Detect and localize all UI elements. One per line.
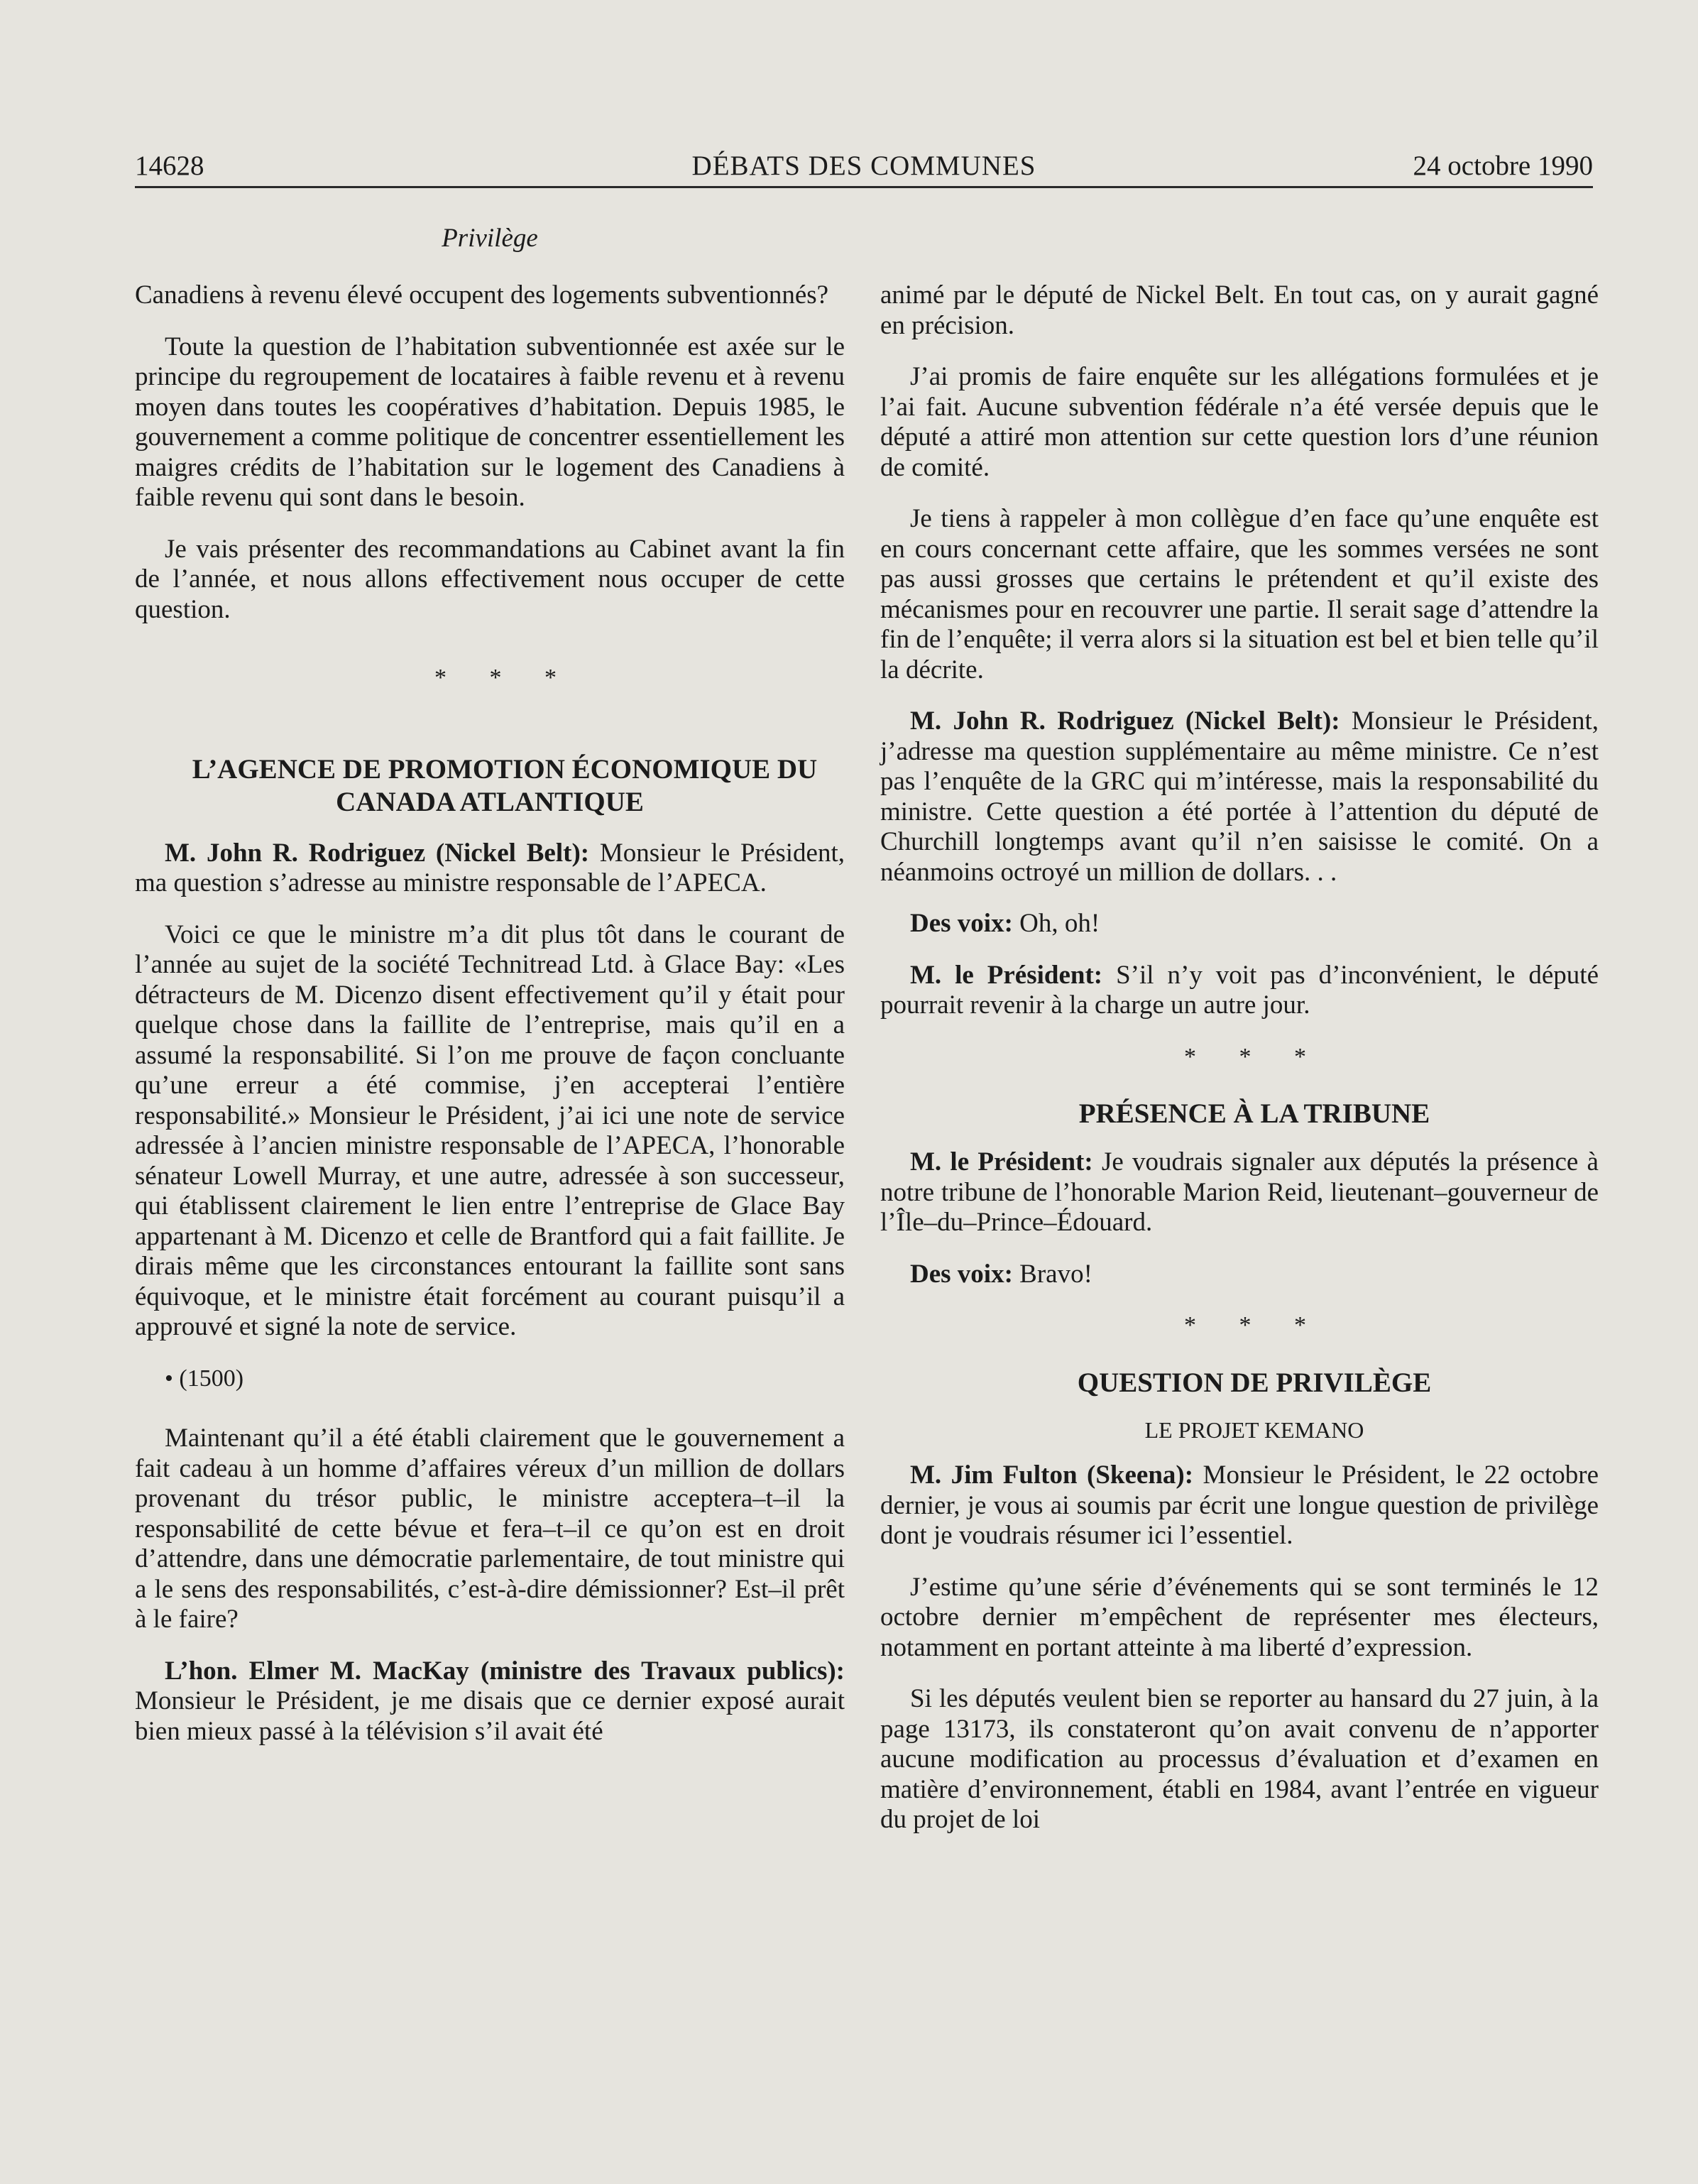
speech-text: Je voudrais signaler aux députés la présence à notre tribune de l’honorable Marion Reid, lieutenant–gouverneur de l’Île–du–Prince–Édouard. — [880, 1147, 1599, 1237]
time-marker: • (1500) — [165, 1365, 244, 1392]
paragraph: Je tiens à rappeler à mon collègue d’en face qu’une enquête est en cours concernant cette affaire, que les sommes versées ne sont pas aussi grosses que certains le prétendent et qu’il existe des mécanismes pour en recouvrer une partie. Il serait sage d’attendre la fin de l’enquête; il verra alors si la situation est bel et bien telle qu’il la décrite. — [880, 504, 1599, 684]
speaker-name: Des voix: — [910, 1259, 1013, 1289]
paragraph: J’ai promis de faire enquête sur les allégations formulées et je l’ai fait. Aucune subvention fédérale n’a été versée depuis que le député a attiré mon attention sur cette question lors d’une réunion de comité. — [880, 362, 1599, 482]
publication-date: 24 octobre 1990 — [1413, 151, 1593, 181]
speech-paragraph — [880, 1147, 1599, 1238]
speech-paragraph — [880, 909, 1599, 939]
speech-text: Monsieur le Président, je me disais que ce dernier exposé aurait bien mieux passé à la télévision s’il avait été — [135, 1686, 845, 1746]
section-separator: * * * — [1184, 1312, 1325, 1338]
section-separator: * * * — [1184, 1043, 1325, 1070]
speech-paragraph — [880, 706, 1599, 888]
paragraph: animé par le député de Nickel Belt. En tout cas, on y aurait gagné en précision. — [880, 280, 1599, 340]
speaker-name: L’hon. Elmer M. MacKay (ministre des Travaux publics): — [165, 1656, 845, 1686]
speaker-name: M. le Président: — [910, 1147, 1093, 1176]
speaker-name: M. John R. Rodriguez (Nickel Belt): — [910, 706, 1340, 736]
speech-text: S’il n’y voit pas d’inconvénient, le député pourrait revenir à la charge un autre jour. — [880, 960, 1599, 1020]
speaker-name: Des voix: — [910, 909, 1013, 938]
speech-paragraph — [135, 1656, 845, 1747]
speech-paragraph — [880, 961, 1599, 1021]
section-heading: L’AGENCE DE PROMOTION ÉCONOMIQUE DU CANADA ATLANTIQUE — [192, 753, 818, 817]
speech-text: Bravo! — [1012, 1259, 1092, 1289]
section-subheading: LE PROJET KEMANO — [1144, 1416, 1364, 1443]
section-title: Privilège — [442, 224, 538, 253]
section-heading: PRÉSENCE À LA TRIBUNE — [1078, 1098, 1430, 1129]
section-heading: QUESTION DE PRIVILÈGE — [1077, 1367, 1432, 1398]
speech-text: Monsieur le Président, j’adresse ma question supplémentaire au même ministre. Ce n’est pas l’enquête de la GRC qui m’intéresse, mais la responsabilité du ministre. Cette question a été portée à l’attention du député de Churchill longtemps avant qu’il n’en saisisse le comité. On a néanmoins octroyé un million de dollars. . . — [880, 706, 1599, 887]
paragraph: Je vais présenter des recommandations au Cabinet avant la fin de l’année, et nous allons effectivement nous occuper de cette question. — [135, 534, 845, 624]
speech-paragraph — [880, 1260, 1599, 1290]
page-header — [135, 146, 1593, 188]
paragraph: Voici ce que le ministre m’a dit plus tôt dans le courant de l’année au sujet de la société Technitread Ltd. à Glace Bay: «Les détracteurs de M. Dicenzo disent effectivement qu’il y était pour quelque chose dans la faillite de l’entreprise, mais qu’il en a assumé la responsabilité. Si l’on me prouve de façon concluante qu’une erreur a été commise, j’en accepterai l’entière responsabilité.» Monsieur le Président, j’ai ici une note de service adressée à l’ancien ministre responsable de l’APECA, l’honorable sénateur Lowell Murray, et une autre, adressée à son successeur, qui établissent clairement le lien entre l’entreprise de Glace Bay appartenant à M. Dicenzo et celle de Brantford qui a fait faillite. Je dirais même que les circonstances entourant la faillite sont sans équivoque, et le ministre était forcément au courant puisqu’il a approuvé et signé la note de service. — [135, 919, 845, 1341]
speech-text: Monsieur le Président, ma question s’adresse au ministre responsable de l’APECA. — [135, 838, 845, 897]
speech-text: Monsieur le Président, le 22 octobre dernier, je vous ai soumis par écrit une longue question de privilège dont je voudrais résumer ici l’essentiel. — [880, 1460, 1599, 1550]
paragraph: Canadiens à revenu élevé occupent des logements subventionnés? — [135, 280, 829, 310]
page-number: 14628 — [135, 151, 204, 181]
speech-paragraph — [880, 1460, 1599, 1551]
publication-title: DÉBATS DES COMMUNES — [691, 151, 1036, 181]
paragraph: J’estime qu’une série d’événements qui se sont terminés le 12 octobre dernier m’empêchent de représenter mes électeurs, notamment en portant atteinte à ma liberté d’expression. — [880, 1572, 1599, 1662]
left-column — [135, 280, 845, 1768]
speaker-name: M. le Président: — [910, 960, 1103, 990]
paragraph: Si les députés veulent bien se reporter au hansard du 27 juin, à la page 13173, ils constateront qu’on avait convenu de n’apporter aucune modification au processus d’évaluation et d’examen en matière d’environnement, établi en 1984, avant l’entrée en vigueur du projet de loi — [880, 1684, 1599, 1834]
paragraph: Maintenant qu’il a été établi clairement que le gouvernement a fait cadeau à un homme d’affaires véreux d’un million de dollars provenant du trésor public, le ministre acceptera–t–il la responsabilité de cette bévue et fera–t–il ce qu’on est en droit d’attendre, dans une démocratie parlementaire, de tout ministre qui a le sens des responsabilités, c’est-à-dire démissionner? Est–il prêt à le faire? — [135, 1424, 845, 1634]
speech-paragraph — [135, 839, 845, 899]
speech-text: Oh, oh! — [1012, 909, 1100, 938]
right-column — [880, 280, 1599, 1857]
section-separator: * * * — [434, 665, 575, 691]
speaker-name: M. John R. Rodriguez (Nickel Belt): — [165, 838, 590, 868]
speaker-name: M. Jim Fulton (Skeena): — [910, 1460, 1194, 1490]
paragraph: Toute la question de l’habitation subventionnée est axée sur le principe du regroupement de locataires à faible revenu et à revenu moyen dans toutes les coopératives d’habitation. Depuis 1985, le gouvernement a comme politique de concentrer essentiellement les maigres crédits de l’habitation sur le logement des Canadiens à faible revenu qui sont dans le besoin. — [135, 332, 845, 512]
